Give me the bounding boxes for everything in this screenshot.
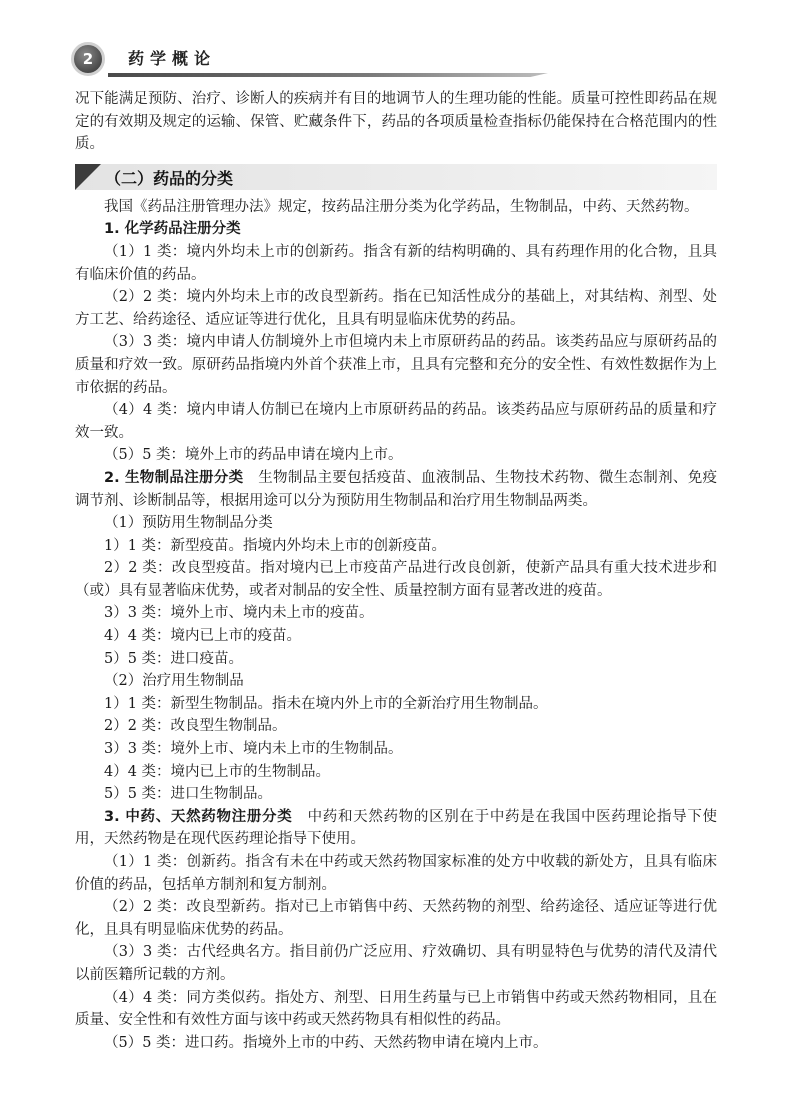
chem-item: （4）4 类：境内申请人仿制已在境内上市原研药品的药品。该类药品应与原研药品的质量和疗效一致。 <box>75 402 717 441</box>
bio-heading: 2. 生物制品注册分类 <box>104 469 244 486</box>
section-heading-bar <box>75 164 717 190</box>
page-body <box>75 88 717 1054</box>
bio-treat-item: 2）2 类：改良型生物制品。 <box>104 718 287 735</box>
bio-prevent-item: 1）1 类：新型疫苗。指境内外均未上市的创新疫苗。 <box>104 537 447 554</box>
intro-paragraph: 况下能满足预防、治疗、诊断人的疾病并有目的地调节人的生理功能的性能。质量可控性即药品在规定的有效期及规定的运输、保管、贮藏条件下，药品的各项质量检查指标仍能保持在合格范围内的性质。 <box>75 91 717 153</box>
bio-treat-item: 4）4 类：境内已上市的生物制品。 <box>104 763 331 780</box>
tcm-paragraph <box>75 806 717 851</box>
tcm-item: （3）3 类：古代经典名方。指目前仍广泛应用、疗效确切、具有明显特色与优势的清代及清代以前医籍所记载的方剂。 <box>75 944 717 983</box>
bio-prevent-item: 2）2 类：改良型疫苗。指对境内已上市疫苗产品进行改良创新，使新产品具有重大技术进步和（或）具有显著临床优势，或者对制品的安全性、质量控制方面有显著改进的疫苗。 <box>75 560 717 599</box>
header-rule <box>108 73 548 77</box>
section-triangle-icon <box>75 164 101 190</box>
page-number-badge: 2 <box>71 42 105 76</box>
chem-item: （3）3 类：境内申请人仿制境外上市但境内未上市原研药品的药品。该类药品应与原研药品的质量和疗效一致。原研药品指境内外首个获准上市，且具有完整和充分的安全性、有效性数据作为上市依据的药品。 <box>75 334 717 396</box>
bio-treat-heading: （2）治疗用生物制品 <box>104 673 244 690</box>
page-header <box>0 0 800 84</box>
tcm-item: （1）1 类：创新药。指含有未在中药或天然药物国家标准的处方中收载的新处方，且具有临床价值的药品，包括单方制剂和复方制剂。 <box>75 854 717 893</box>
chem-item: （5）5 类：境外上市的药品申请在境内上市。 <box>104 447 403 464</box>
tcm-item: （2）2 类：改良型新药。指对已上市销售中药、天然药物的剂型、给药途径、适应证等进行优化，且具有明显临床优势的药品。 <box>75 899 717 938</box>
section-title: （二）药品的分类 <box>105 168 234 188</box>
chem-item: （1）1 类：境内外均未上市的创新药。指含有新的结构明确的、具有药理作用的化合物，且具有临床价值的药品。 <box>75 243 717 283</box>
bio-paragraph <box>75 467 717 512</box>
chem-item: （2）2 类：境内外均未上市的改良型新药。指在已知活性成分的基础上，对其结构、剂型、处方工艺、给药途径、适应证等进行优化，且具有明显临床优势的药品。 <box>75 289 717 328</box>
bio-treat-item: 5）5 类：进口生物制品。 <box>104 786 273 803</box>
chem-heading: 1. 化学药品注册分类 <box>104 221 241 238</box>
tcm-intro: 中药和天然药物的区别在于中药是在我国中医药理论指导下使用，天然药物是在现代医药理论指导下使用。 <box>75 808 718 848</box>
tcm-item: （4）4 类：同方类似药。指处方、剂型、日用生药量与已上市销售中药或天然药物相同，且在质量、安全性和有效性方面与该中药或天然药物具有相似性的药品。 <box>75 989 717 1029</box>
book-title: 药学概论 <box>128 49 217 68</box>
bio-treat-item: 3）3 类：境外上市、境内未上市的生物制品。 <box>104 741 403 758</box>
tcm-item: （5）5 类：进口药。指境外上市的中药、天然药物申请在境内上市。 <box>104 1034 548 1051</box>
bio-prevent-heading: （1）预防用生物制品分类 <box>104 515 273 532</box>
bio-prevent-item: 4）4 类：境内已上市的疫苗。 <box>104 628 302 645</box>
bio-prevent-item: 5）5 类：进口疫苗。 <box>104 650 244 667</box>
tcm-heading: 3. 中药、天然药物注册分类 <box>104 808 293 825</box>
bio-intro: 生物制品主要包括疫苗、血液制品、生物技术药物、微生态制剂、免疫调节剂、诊断制品等，根据用途可以分为预防用生物制品和治疗用生物制品两类。 <box>75 469 718 509</box>
bio-treat-item: 1）1 类：新型生物制品。指未在境内外上市的全新治疗用生物制品。 <box>104 695 548 712</box>
bio-prevent-item: 3）3 类：境外上市、境内未上市的疫苗。 <box>104 605 374 622</box>
section-lead: 我国《药品注册管理办法》规定，按药品注册分类为化学药品，生物制品，中药、天然药物。 <box>104 198 699 215</box>
